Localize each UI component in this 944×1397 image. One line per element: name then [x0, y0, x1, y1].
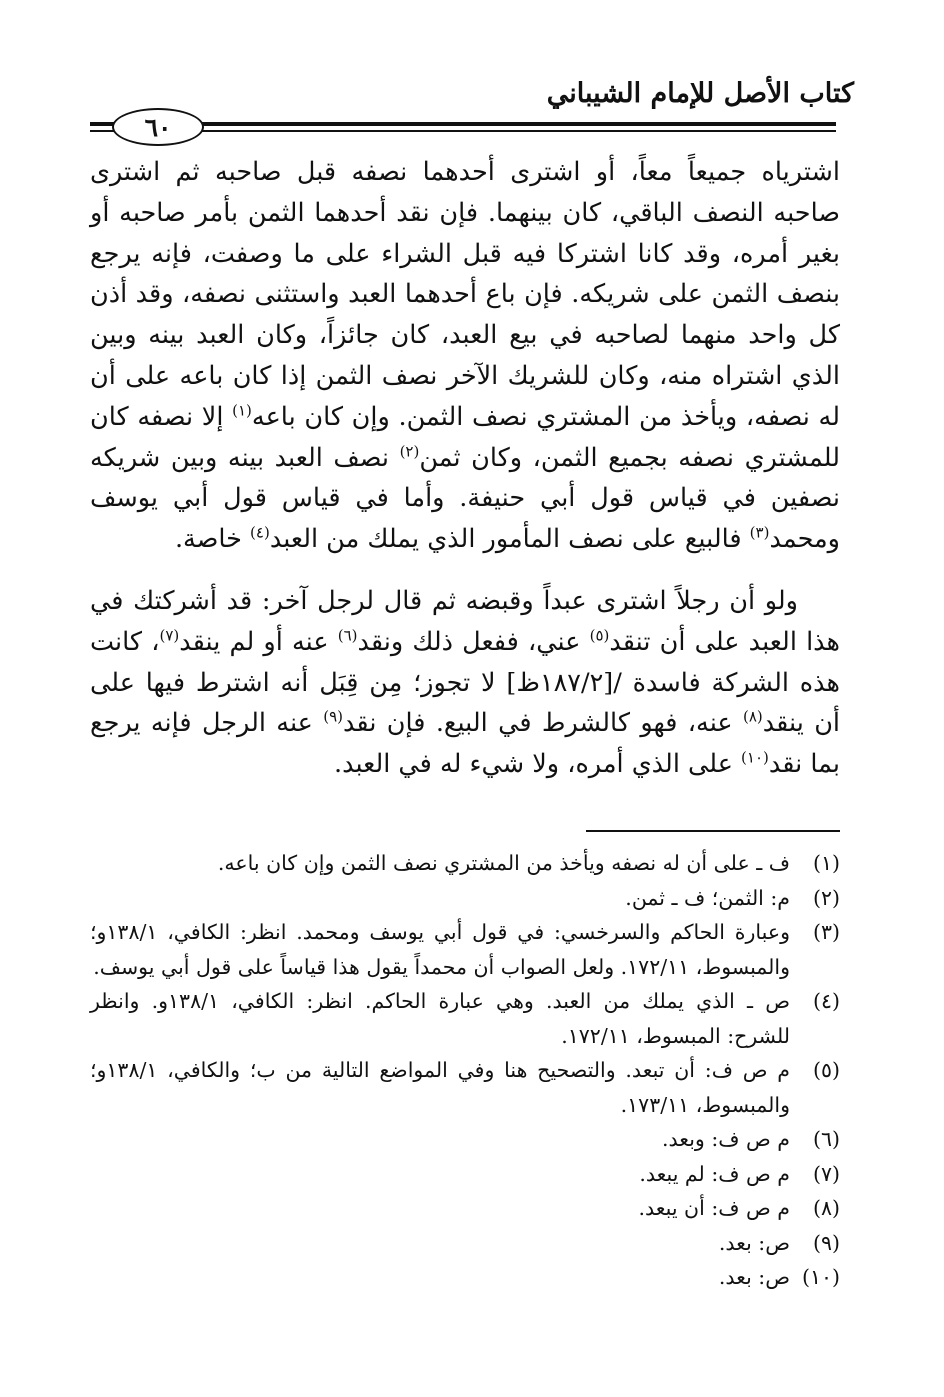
footnote-text: ف ـ على أن له نصفه ويأخذ من المشتري نصف الثمن وإن كان باعه. [217, 851, 790, 875]
footnote [90, 984, 840, 1053]
footnote-number: (٨) [812, 1196, 840, 1220]
paragraph-1 [90, 152, 840, 560]
text-run: عنه، فهو كالشرط في البيع. فإن نقد [343, 708, 743, 739]
footnote-ref: (١٠) [741, 748, 769, 767]
text-run: إلا نصفه كان للمشتري نصفه بجميع الثمن، وكان ثمن [90, 401, 840, 473]
footnote [90, 1226, 840, 1261]
footnote-number: (١٠) [801, 1265, 840, 1289]
footnotes [90, 846, 840, 1295]
footnote [90, 881, 840, 916]
footnote [90, 1157, 840, 1192]
footnote-text: م: الثمن؛ ف ـ ثمن. [625, 885, 790, 910]
footnote-text: م ص ف: أن تبعد. والتصحيح هنا وفي المواضع التالية من ب؛ والكافي، ١٣٨/١و؛ والمبسوط، ١٧٣/١١. [90, 1058, 790, 1117]
footnote [90, 1122, 840, 1157]
running-header-title: كتاب الأصل للإمام الشيباني [546, 78, 854, 109]
footnote-ref: (٩) [323, 707, 344, 726]
text-run: على الذي أمره، ولا شيء له في العبد. [333, 749, 742, 780]
footnote-text: وعبارة الحاكم والسرخسي: في قول أبي يوسف ومحمد. انظر: الكافي، ١٣٨/١و؛ والمبسوط، ١٧٢/١١. ولعل الصواب أن محمداً يقول هذا قياساً على قول أبي يوسف. [90, 920, 790, 979]
text-run: عنه أو لم ينقد [179, 626, 338, 657]
footnote [90, 1053, 840, 1122]
footnote [90, 1260, 840, 1295]
text-run: ولو أن رجلاً اشترى عبداً وقبضه ثم قال لرجل آخر: قد أشركتك في هذا العبد على أن تنقد [90, 585, 840, 657]
footnote-text: ص: بعد. [718, 1265, 790, 1289]
footnote-text: م ص ف: وبعد. [662, 1127, 790, 1151]
footnote-number: (٩) [812, 1230, 840, 1255]
footnote-ref: (٨) [742, 707, 763, 726]
text-run: خاصة. [174, 524, 251, 555]
footnote-text: ص: بعد. [718, 1230, 790, 1255]
footnote [90, 915, 840, 984]
footnote-ref: (٦) [337, 626, 358, 645]
page-number: ٦٠ [112, 108, 204, 146]
footnote-ref: (٥) [589, 626, 610, 645]
main-text [90, 152, 840, 785]
footnote-ref: (٤) [250, 523, 270, 542]
footnote-ref: (٢) [399, 442, 420, 461]
footnote-text: م ص ف: أن يبعد. [638, 1196, 790, 1220]
text-run: فالبيع على نصف المأمور الذي يملك من العبد [269, 524, 750, 555]
footnote-text: م ص ف: لم يبعد. [639, 1161, 790, 1186]
text-run: نصف العبد بينه وبين شريكه نصفين في قياس قول أبي حنيفة. وأما في قياس قول أبي يوسف ومحمد [90, 442, 840, 555]
text-run: ، كانت هذه الشركة فاسدة /[١٨٧/٢ظ] لا تجوز؛ مِن قِبَل أنه اشترط فيها على أن ينقد [90, 626, 841, 739]
paragraph-2 [90, 581, 840, 785]
footnote [90, 1191, 840, 1226]
footnote-separator [586, 830, 840, 832]
text-run: اشترياه جميعاً معاً، أو اشترى أحدهما نصفه قبل صاحبه ثم اشترى صاحبه النصف الباقي، كان بينهما. فإن نقد أحدهما الثمن بأمر صاحبه أو بغير أمره، وقد كانا اشتركا فيه قبل الشراء على ما وصفت، فإنه يرجع بنصف الثمن على شريكه. فإن باع أحدهما العبد واستثنى نصفه، وقد أذن كل واحد منهما لصاحبه في بيع العبد، كان جائزاً، وكان العبد بينه وبين الذي اشتراه منه، وكان للشريك الآخر نصف الثمن إذا كان باعه على أن له نصفه، ويأخذ من المشتري نصف الثمن. وإن كان باعه [90, 157, 840, 432]
footnote-number: (٥) [812, 1058, 840, 1082]
footnote-ref: (٧) [159, 626, 180, 645]
footnote-number: (٦) [812, 1127, 840, 1151]
footnote-text: ص ـ الذي يملك من العبد. وهي عبارة الحاكم. انظر: الكافي، ١٣٨/١و. وانظر للشرح: المبسوط، ١٧٢/١١. [90, 989, 790, 1048]
footnote-number: (٤) [812, 989, 840, 1013]
footnote-number: (٧) [812, 1161, 840, 1186]
footnote-number: (٣) [812, 920, 840, 944]
text-run: عنه الرجل فإنه يرجع بما نقد [90, 708, 840, 780]
footnote [90, 846, 840, 881]
footnote-ref: (٣) [749, 523, 770, 542]
footnote-number: (٢) [812, 885, 840, 910]
text-run: عني، ففعل ذلك ونقد [357, 626, 590, 657]
footnote-ref: (١) [232, 401, 252, 420]
footnote-number: (١) [812, 851, 840, 875]
